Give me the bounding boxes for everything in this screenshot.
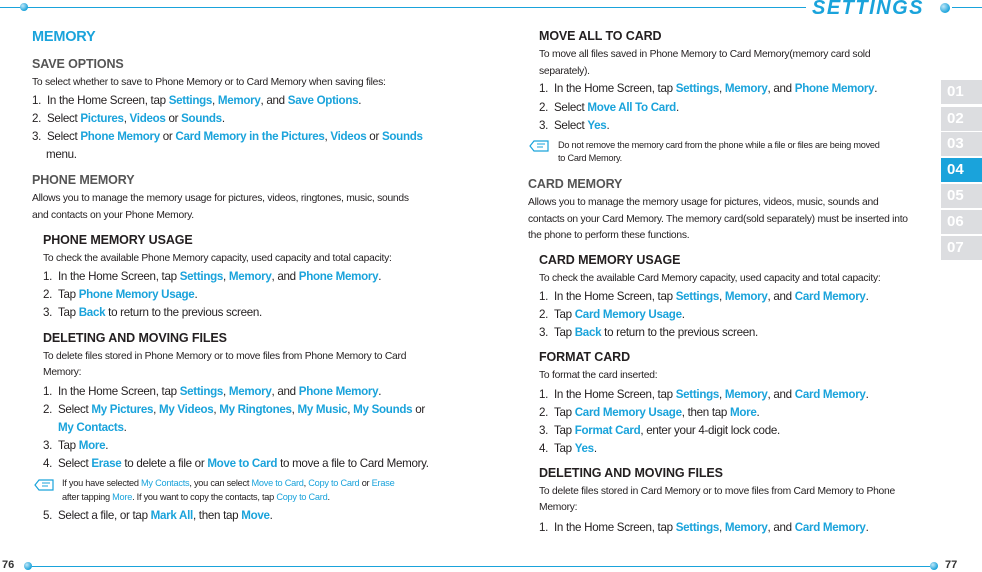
format-card-step-2: 2. Tap Card Memory Usage, then tap More. [539, 406, 760, 419]
deleting-left-step-4: 4. Select Erase to delete a file or Move to Card to move a file to Card Memory. [43, 457, 429, 470]
footer-left-dot [24, 562, 32, 570]
format-card-desc: To format the card inserted: [539, 370, 658, 381]
header-rule-right [952, 7, 982, 8]
deleting-left-note-1: If you have selected My Contacts, you can select Move to Card, Copy to Card or Erase [62, 478, 395, 488]
deleting-desc-right-2: Memory: [539, 502, 578, 513]
deleting-desc-left-1: To delete files stored in Phone Memory or to move files from Phone Memory to Card [43, 351, 407, 362]
deleting-left-note-2: after tapping More. If you want to copy the contacts, tap Copy to Card. [62, 492, 330, 502]
move-all-heading: MOVE ALL TO CARD [539, 29, 662, 43]
deleting-desc-right-1: To delete files stored in Card Memory or to move files from Card Memory to Phone [539, 486, 895, 497]
header-rule [0, 7, 806, 8]
move-all-step-2: 2. Select Move All To Card. [539, 101, 679, 114]
save-options-step-1: 1. In the Home Screen, tap Settings, Memory, and Save Options. [32, 94, 362, 107]
footer-rule [32, 566, 930, 567]
chapter-tab-03[interactable]: 03 [941, 132, 982, 156]
card-memory-desc-2: contacts on your Card Memory. The memory card(sold separately) must be inserted into [528, 214, 908, 225]
header-right-dot [940, 3, 950, 13]
deleting-desc-left-2: Memory: [43, 367, 82, 378]
note-icon [33, 478, 55, 492]
format-card-step-1: 1. In the Home Screen, tap Settings, Memory, and Card Memory. [539, 388, 869, 401]
chapter-tab-05[interactable]: 05 [941, 184, 982, 208]
note-icon [528, 139, 550, 153]
deleting-left-step-1: 1. In the Home Screen, tap Settings, Memory, and Phone Memory. [43, 385, 382, 398]
deleting-left-step-2-cont: My Contacts. [58, 421, 127, 434]
chapter-tab-06[interactable]: 06 [941, 210, 982, 234]
phone-memory-desc-1: Allows you to manage the memory usage for pictures, videos, ringtones, music, sounds [32, 193, 409, 204]
card-memory-usage-step-3: 3. Tap Back to return to the previous screen. [539, 326, 758, 339]
deleting-left-step-5: 5. Select a file, or tap Mark All, then tap Move. [43, 509, 273, 522]
deleting-left-step-2: 2. Select My Pictures, My Videos, My Ringtones, My Music, My Sounds or [43, 403, 425, 416]
move-all-desc-1: To move all files saved in Phone Memory to Card Memory(memory card sold [539, 49, 871, 60]
phone-memory-usage-heading: PHONE MEMORY USAGE [43, 233, 193, 247]
header-left-dot [20, 3, 28, 11]
card-memory-usage-heading: CARD MEMORY USAGE [539, 253, 681, 267]
memory-heading: MEMORY [32, 29, 96, 45]
save-options-desc: To select whether to save to Phone Memory or to Card Memory when saving files: [32, 77, 386, 88]
save-options-step-3-cont: menu. [46, 148, 77, 161]
chapter-tab-07[interactable]: 07 [941, 236, 982, 260]
chapter-tab-01[interactable]: 01 [941, 80, 982, 104]
phone-memory-usage-step-3: 3. Tap Back to return to the previous screen. [43, 306, 262, 319]
deleting-left-step-3: 3. Tap More. [43, 439, 109, 452]
page-number-left: 76 [2, 559, 15, 571]
save-options-step-3: 3. Select Phone Memory or Card Memory in the Pictures, Videos or Sounds [32, 130, 423, 143]
deleting-heading-left: DELETING AND MOVING FILES [43, 331, 227, 345]
deleting-right-step-1: 1. In the Home Screen, tap Settings, Memory, and Card Memory. [539, 521, 869, 534]
phone-memory-heading: PHONE MEMORY [32, 173, 135, 187]
card-memory-desc-1: Allows you to manage the memory usage for pictures, videos, music, sounds and [528, 197, 879, 208]
card-memory-usage-step-1: 1. In the Home Screen, tap Settings, Memory, and Card Memory. [539, 290, 869, 303]
card-memory-heading: CARD MEMORY [528, 177, 623, 191]
save-options-step-2: 2. Select Pictures, Videos or Sounds. [32, 112, 225, 125]
page-number-right: 77 [945, 559, 958, 571]
move-all-desc-2: separately). [539, 66, 590, 77]
move-all-step-3: 3. Select Yes. [539, 119, 610, 132]
phone-memory-usage-desc: To check the available Phone Memory capacity, used capacity and total capacity: [43, 253, 392, 264]
section-title: SETTINGS [812, 0, 925, 19]
phone-memory-desc-2: and contacts on your Phone Memory. [32, 210, 194, 221]
save-options-heading: SAVE OPTIONS [32, 57, 124, 71]
move-all-note-2: to Card Memory. [558, 153, 622, 163]
footer-right-dot [930, 562, 938, 570]
format-card-heading: FORMAT CARD [539, 350, 631, 364]
move-all-note-1: Do not remove the memory card from the phone while a file or files are being moved [558, 140, 880, 150]
card-memory-desc-3: the phone to perform these functions. [528, 230, 690, 241]
format-card-step-4: 4. Tap Yes. [539, 442, 597, 455]
phone-memory-usage-step-1: 1. In the Home Screen, tap Settings, Memory, and Phone Memory. [43, 270, 382, 283]
deleting-heading-right: DELETING AND MOVING FILES [539, 466, 723, 480]
chapter-tab-04-active[interactable]: 04 [941, 158, 982, 182]
chapter-tab-02[interactable]: 02 [941, 107, 982, 131]
card-memory-usage-desc: To check the available Card Memory capacity, used capacity and total capacity: [539, 273, 881, 284]
card-memory-usage-step-2: 2. Tap Card Memory Usage. [539, 308, 685, 321]
move-all-step-1: 1. In the Home Screen, tap Settings, Memory, and Phone Memory. [539, 82, 878, 95]
phone-memory-usage-step-2: 2. Tap Phone Memory Usage. [43, 288, 198, 301]
format-card-step-3: 3. Tap Format Card, enter your 4-digit lock code. [539, 424, 780, 437]
